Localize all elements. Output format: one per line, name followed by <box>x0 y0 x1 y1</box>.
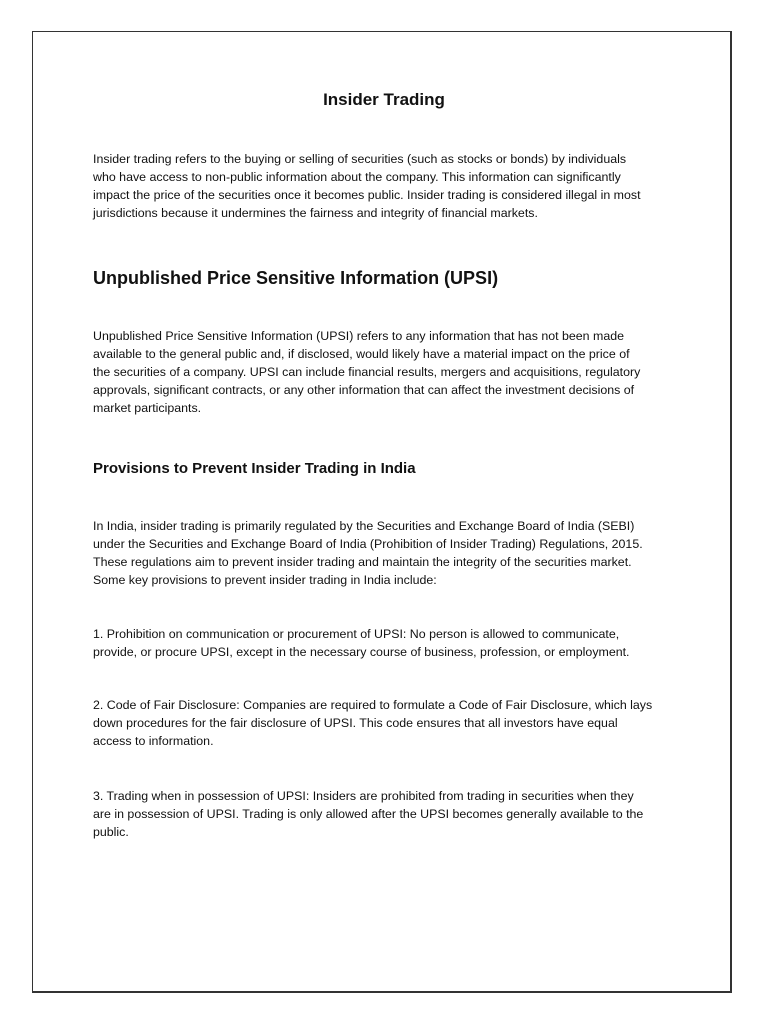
provision-item-2: 2. Code of Fair Disclosure: Companies are required to formulate a Code of Fair Disclosure, which lays down procedures for the fair disclosure of UPSI. This code ensures that all investors have equal access to information. <box>93 698 653 748</box>
intro-paragraph: Insider trading refers to the buying or selling of securities (such as stocks or bonds) by individuals who have access to non-public information about the company. This information can significantly impact the price of the securities once it becomes public. Insider trading is considered illegal in most jurisdictions because it undermines the fairness and integrity of financial markets. <box>93 152 641 220</box>
upsi-heading: Unpublished Price Sensitive Information (UPSI) <box>93 268 499 288</box>
provisions-heading: Provisions to Prevent Insider Trading in India <box>93 460 416 477</box>
document-title: Insider Trading <box>323 90 445 109</box>
provision-item-1: 1. Prohibition on communication or procurement of UPSI: No person is allowed to communicate, provide, or procure UPSI, except in the necessary course of business, profession, or employment. <box>93 627 630 659</box>
provisions-paragraph: In India, insider trading is primarily regulated by the Securities and Exchange Board of India (SEBI) under the Securities and Exchange Board of India (Prohibition of Insider Trading) Regulations, 2015. These regulations aim to prevent insider trading and maintain the integrity of the securities market. Some key provisions to prevent insider trading in India include: <box>93 519 643 587</box>
provision-item-3: 3. Trading when in possession of UPSI: Insiders are prohibited from trading in securities when they are in possession of UPSI. Trading is only allowed after the UPSI becomes generally available to the public. <box>93 789 644 839</box>
upsi-paragraph: Unpublished Price Sensitive Information (UPSI) refers to any information that has not been made available to the general public and, if disclosed, would likely have a material impact on the price of the securities of a company. UPSI can include financial results, mergers and acquisitions, regulatory approvals, significant contracts, or any other information that can affect the investment decisions of market participants. <box>93 329 641 415</box>
